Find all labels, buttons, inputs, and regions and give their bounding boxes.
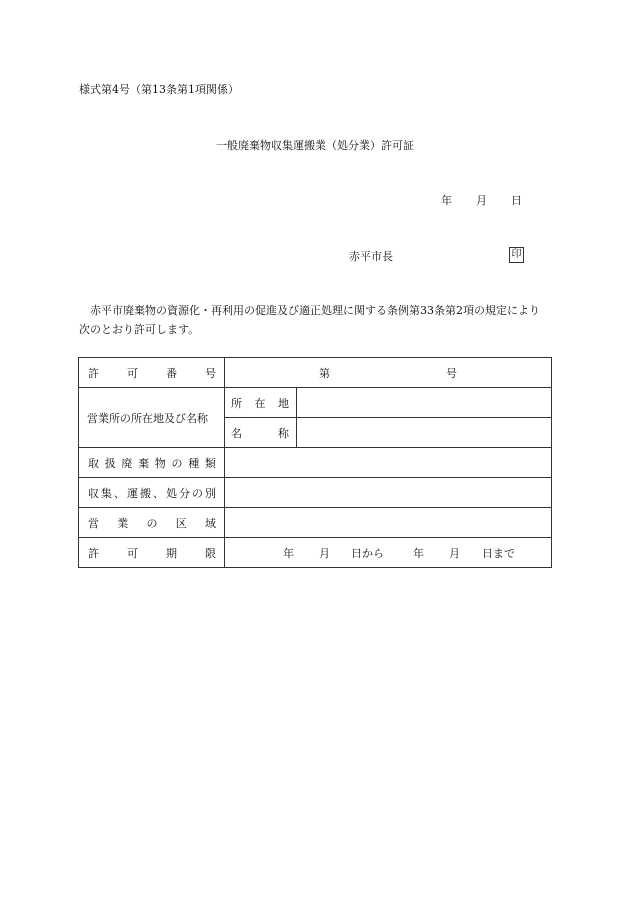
label-char: 分 [179,486,190,500]
issue-date [441,192,522,208]
period-row [79,538,552,568]
label-char: 、 [114,486,125,500]
waste-type-field[interactable] [225,448,552,478]
label-char: 営 [88,516,99,530]
office-location-row [79,388,552,418]
label-char: 収 [88,486,99,500]
document-title: 一般廃棄物収集運搬業（処分業）許可証 [216,139,414,152]
area-row [79,508,552,538]
waste-type-row [79,448,552,478]
form-number: 様式第4号（第13条第1項関係） [79,83,239,96]
label-char: 集 [101,486,112,500]
permit-number-field[interactable] [225,358,552,388]
office-location-field[interactable] [297,388,552,418]
seal-mark: 印 [509,247,524,263]
label-char: 搬 [140,486,151,500]
business-type-row [79,478,552,508]
label-char: 廃 [121,456,133,470]
date-month: 月 [476,194,487,207]
label-char: 棄 [138,456,150,470]
period-start-day: 日から [351,546,384,560]
permit-number-suffix: 号 [446,366,457,380]
date-day: 日 [511,194,522,207]
label-char: 期 [166,546,177,560]
label-char: 地 [278,396,289,410]
office-location-label [225,388,297,418]
label-char: 称 [278,426,289,440]
period-label [79,538,225,568]
label-char: 号 [205,366,216,380]
label-char: 処 [166,486,177,500]
issuer-name: 赤平市長 [349,250,393,263]
business-type-label [79,478,225,508]
label-char: の [192,486,203,500]
body-text: 赤平市廃棄物の資源化・再利用の促進及び適正処理に関する条例第33条第2項の規定により次のとおり許可します。 [79,304,540,336]
label-char: 区 [175,516,187,530]
permit-number-label [79,358,225,388]
label-char: 番 [166,366,177,380]
label-char: 、 [153,486,164,500]
date-year: 年 [441,194,452,207]
label-char: 許 [88,366,99,380]
office-name-label [225,418,297,448]
period-start-month: 月 [319,546,330,560]
period-field[interactable] [225,538,552,568]
period-end-day: 日まで [482,546,515,560]
permit-number-prefix: 第 [319,366,330,380]
label-char: 域 [205,516,216,530]
label-char: 可 [127,546,138,560]
label-char: 名 [231,426,242,440]
label-char: 取 [88,456,99,470]
label-char: 種 [188,456,200,470]
area-label [79,508,225,538]
label-char: 物 [154,456,166,470]
area-field[interactable] [225,508,552,538]
label-char: の [146,516,158,530]
label-char: 所 [231,396,242,410]
label-char: 別 [205,486,216,500]
permit-table [78,357,552,568]
label-char: 運 [127,486,138,500]
label-char: の [171,456,183,470]
label-char: 類 [204,456,216,470]
label-char: 業 [117,516,129,530]
office-name-field[interactable] [297,418,552,448]
label-char: 限 [205,546,216,560]
period-end-month: 月 [449,546,460,560]
business-type-field[interactable] [225,478,552,508]
waste-type-label [79,448,225,478]
office-label-text: 営業所の所在地及び名称 [87,411,208,425]
label-char: 扱 [104,456,116,470]
label-char: 可 [127,366,138,380]
permit-number-row [79,358,552,388]
period-end-year: 年 [413,546,424,560]
office-label [79,388,225,448]
label-char: 許 [88,546,99,560]
label-char: 在 [254,396,266,410]
period-start-year: 年 [283,546,294,560]
